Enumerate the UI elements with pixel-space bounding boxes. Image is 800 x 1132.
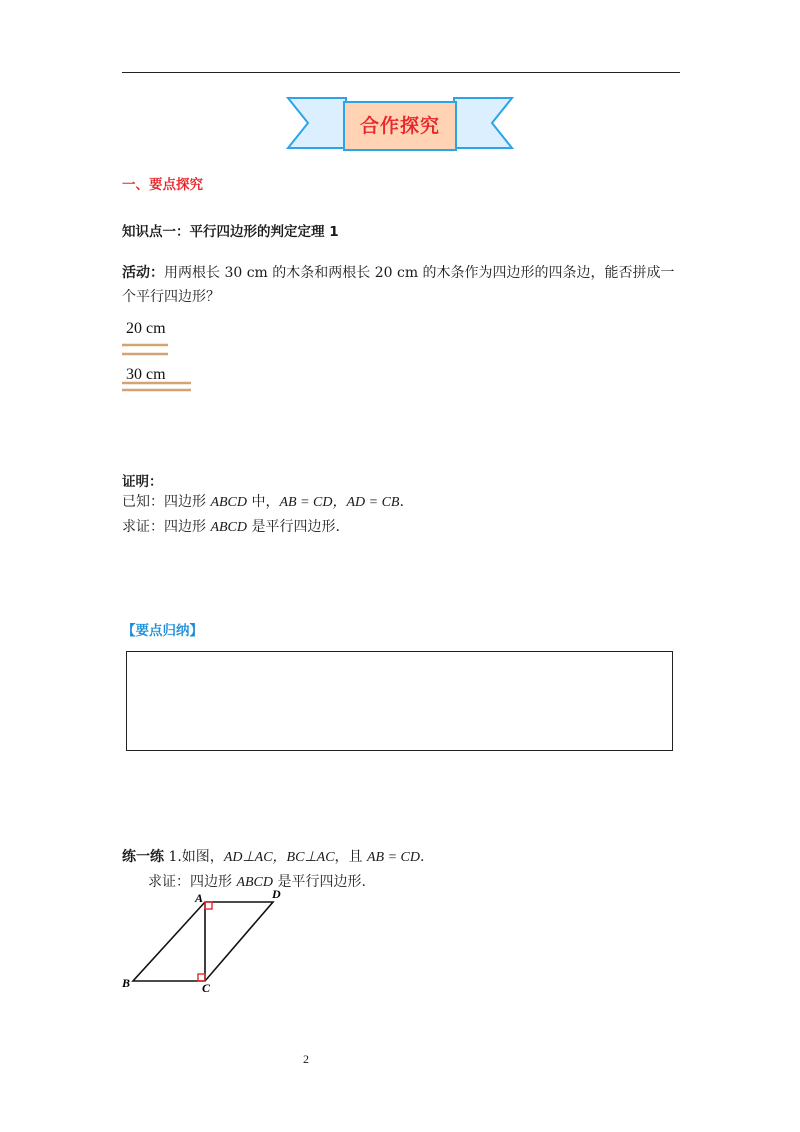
label-d: D bbox=[272, 887, 281, 901]
practice-line1-mid: ，且 bbox=[334, 849, 367, 865]
banner-right-tail bbox=[454, 98, 512, 148]
section-banner bbox=[286, 96, 514, 156]
given-mid: 中， bbox=[247, 494, 280, 510]
prove-prefix: 求证：四边形 bbox=[122, 519, 211, 535]
practice-line1 bbox=[122, 845, 424, 870]
practice-line2-quad: ABCD bbox=[236, 875, 274, 890]
banner-left-tail bbox=[288, 98, 346, 148]
practice-label: 练一练 bbox=[122, 849, 164, 865]
given-line bbox=[122, 490, 404, 515]
summary-answer-box[interactable] bbox=[126, 651, 673, 751]
label-a: A bbox=[195, 891, 204, 905]
label-c: C bbox=[202, 981, 211, 995]
parallelogram-figure bbox=[118, 882, 298, 997]
proof-statement bbox=[122, 490, 404, 540]
right-angle-mark-c bbox=[198, 974, 205, 981]
practice-line2-suffix: 是平行四边形. bbox=[273, 874, 366, 890]
given-condition: AB = CD，AD = CB bbox=[279, 495, 400, 510]
prove-quad: ABCD bbox=[210, 520, 248, 535]
section-title: 一、要点探究 bbox=[122, 177, 203, 193]
given-quad: ABCD bbox=[210, 495, 248, 510]
practice-condition: AD⊥AC，BC⊥AC bbox=[223, 850, 335, 865]
right-angle-mark-a bbox=[205, 902, 212, 909]
top-rule bbox=[122, 72, 680, 73]
prove-suffix: 是平行四边形. bbox=[247, 519, 340, 535]
knowledge-point-title: 知识点一：平行四边形的判定定理 1 bbox=[122, 224, 339, 240]
activity-label: 活动： bbox=[122, 265, 164, 281]
activity-text-line1: 用两根长 30 cm 的木条和两根长 20 cm 的木条作为四边形的四条边，能否拼成一 bbox=[164, 265, 675, 281]
summary-title: 【要点归纳】 bbox=[122, 623, 203, 639]
given-prefix: 已知：四边形 bbox=[122, 494, 211, 510]
practice-line1-end: . bbox=[420, 849, 425, 865]
long-stick-label: 30 cm bbox=[126, 366, 166, 383]
proof-title: 证明： bbox=[122, 474, 163, 490]
short-stick-label: 20 cm bbox=[126, 320, 166, 337]
practice-line2-prefix: 求证：四边形 bbox=[148, 874, 237, 890]
page-number: 2 bbox=[303, 1052, 309, 1066]
banner-title: 合作探究 bbox=[359, 114, 440, 137]
parallelogram-abcd bbox=[133, 902, 273, 981]
prove-line bbox=[122, 515, 404, 540]
given-end: . bbox=[399, 494, 404, 510]
practice-line1-prefix: 1.如图， bbox=[164, 849, 224, 865]
activity-text-line2: 个平行四边形？ bbox=[122, 289, 220, 305]
label-b: B bbox=[122, 976, 131, 990]
practice-equation: AB = CD bbox=[367, 850, 420, 865]
activity-paragraph bbox=[122, 261, 682, 309]
